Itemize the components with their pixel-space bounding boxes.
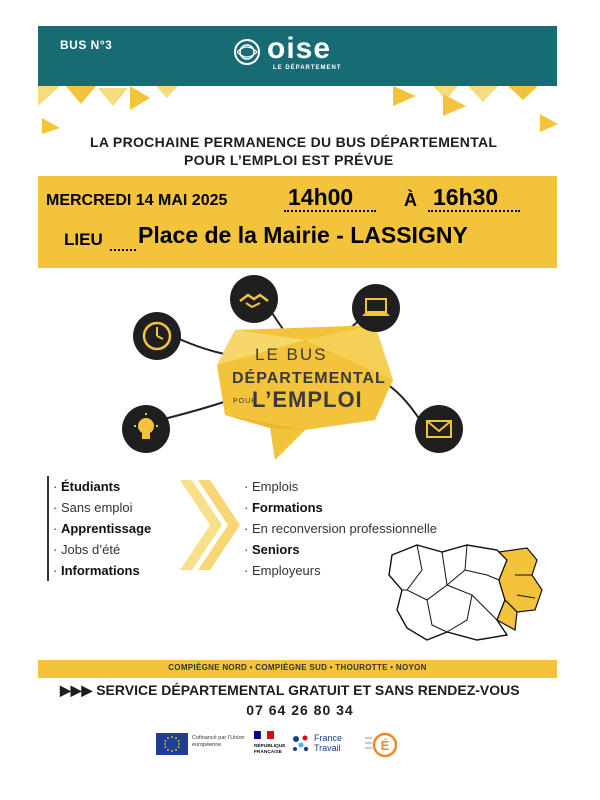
bubble-line-1: LE BUS (255, 345, 328, 364)
list-item: · Emplois (244, 479, 299, 494)
list-item: · En reconversion professionnelle (244, 521, 437, 536)
france-travail-text (314, 733, 342, 753)
eu-cofunded-text: Cofinancé par l’Union européenne (192, 735, 245, 748)
place-label: LIEU (64, 230, 103, 249)
list-item: · Formations (244, 500, 323, 515)
ft-line-2: Travail (314, 743, 341, 753)
clock-icon (133, 312, 181, 360)
oise-logo (233, 34, 373, 78)
eu-flag-icon (156, 733, 188, 755)
republique-francaise-logo (254, 726, 290, 766)
time-separator: À (404, 190, 417, 210)
decorative-triangles (38, 86, 568, 136)
bubble-line-4: L’EMPLOI (252, 387, 363, 412)
list-item: · Employeurs (244, 563, 321, 578)
oise-map (387, 540, 547, 645)
bubble-line-2: DÉPARTEMENTAL (232, 370, 386, 387)
arrow-triple-icon: ▶▶▶ (60, 682, 93, 698)
place-name: Place de la Mairie - LASSIGNY (138, 222, 468, 248)
towns-band (38, 660, 557, 678)
phone-number: 07 64 26 80 34 (246, 702, 354, 718)
schedule-band (38, 176, 557, 268)
service-text: SERVICE DÉPARTEMENTAL GRATUIT ET SANS RENDEZ-VOUS (96, 682, 520, 698)
audience-list-left (47, 476, 183, 581)
list-item: · Seniors (244, 542, 300, 557)
bus-number: BUS N°3 (60, 38, 113, 52)
end-time: 16h30 (433, 184, 499, 210)
envelope-icon (415, 405, 463, 453)
service-line (60, 682, 550, 699)
oise-logo-emblem-icon (233, 38, 261, 66)
headline-line-1: LA PROCHAINE PERMANENCE DU BUS DÉPARTEMENTAL (90, 134, 498, 150)
list-item: · Apprentissage (53, 521, 152, 536)
chevron-arrows-icon (180, 480, 240, 570)
list-item: · Informations (53, 563, 140, 578)
marianne-icon (254, 731, 274, 739)
header-banner (38, 26, 557, 86)
end-time-dots (428, 210, 520, 212)
svg-text:É: É (380, 738, 390, 753)
list-item: · Sans emploi (53, 500, 133, 515)
list-item: · Jobs d’été (53, 542, 121, 557)
start-time-dots (284, 210, 376, 212)
logo-subtitle: LE DÉPARTEMENT (273, 65, 342, 71)
laptop-icon (352, 284, 400, 332)
event-date: MERCREDI 14 MAI 2025 (46, 192, 228, 209)
start-time: 14h00 (288, 184, 354, 210)
headline-line-2: POUR L’EMPLOI EST PRÉVUE (184, 152, 394, 168)
towns-list: COMPIÈGNE NORD • COMPIÈGNE SUD • THOUROTTE • NOYON (168, 663, 427, 672)
ft-line-1: France (314, 733, 343, 743)
handshake-icon (230, 275, 278, 323)
rf-text: RÉPUBLIQUE FRANÇAISE (254, 744, 286, 755)
lightbulb-icon (122, 405, 170, 453)
headline (90, 133, 520, 169)
france-travail-icon (290, 733, 312, 755)
bubble-line-3: POUR (233, 398, 258, 405)
list-item: · Étudiants (53, 479, 121, 494)
education-nationale-logo (363, 730, 397, 760)
france-travail-logo (290, 733, 343, 760)
logo-wordmark: oise (267, 32, 332, 65)
place-dots (110, 249, 136, 251)
